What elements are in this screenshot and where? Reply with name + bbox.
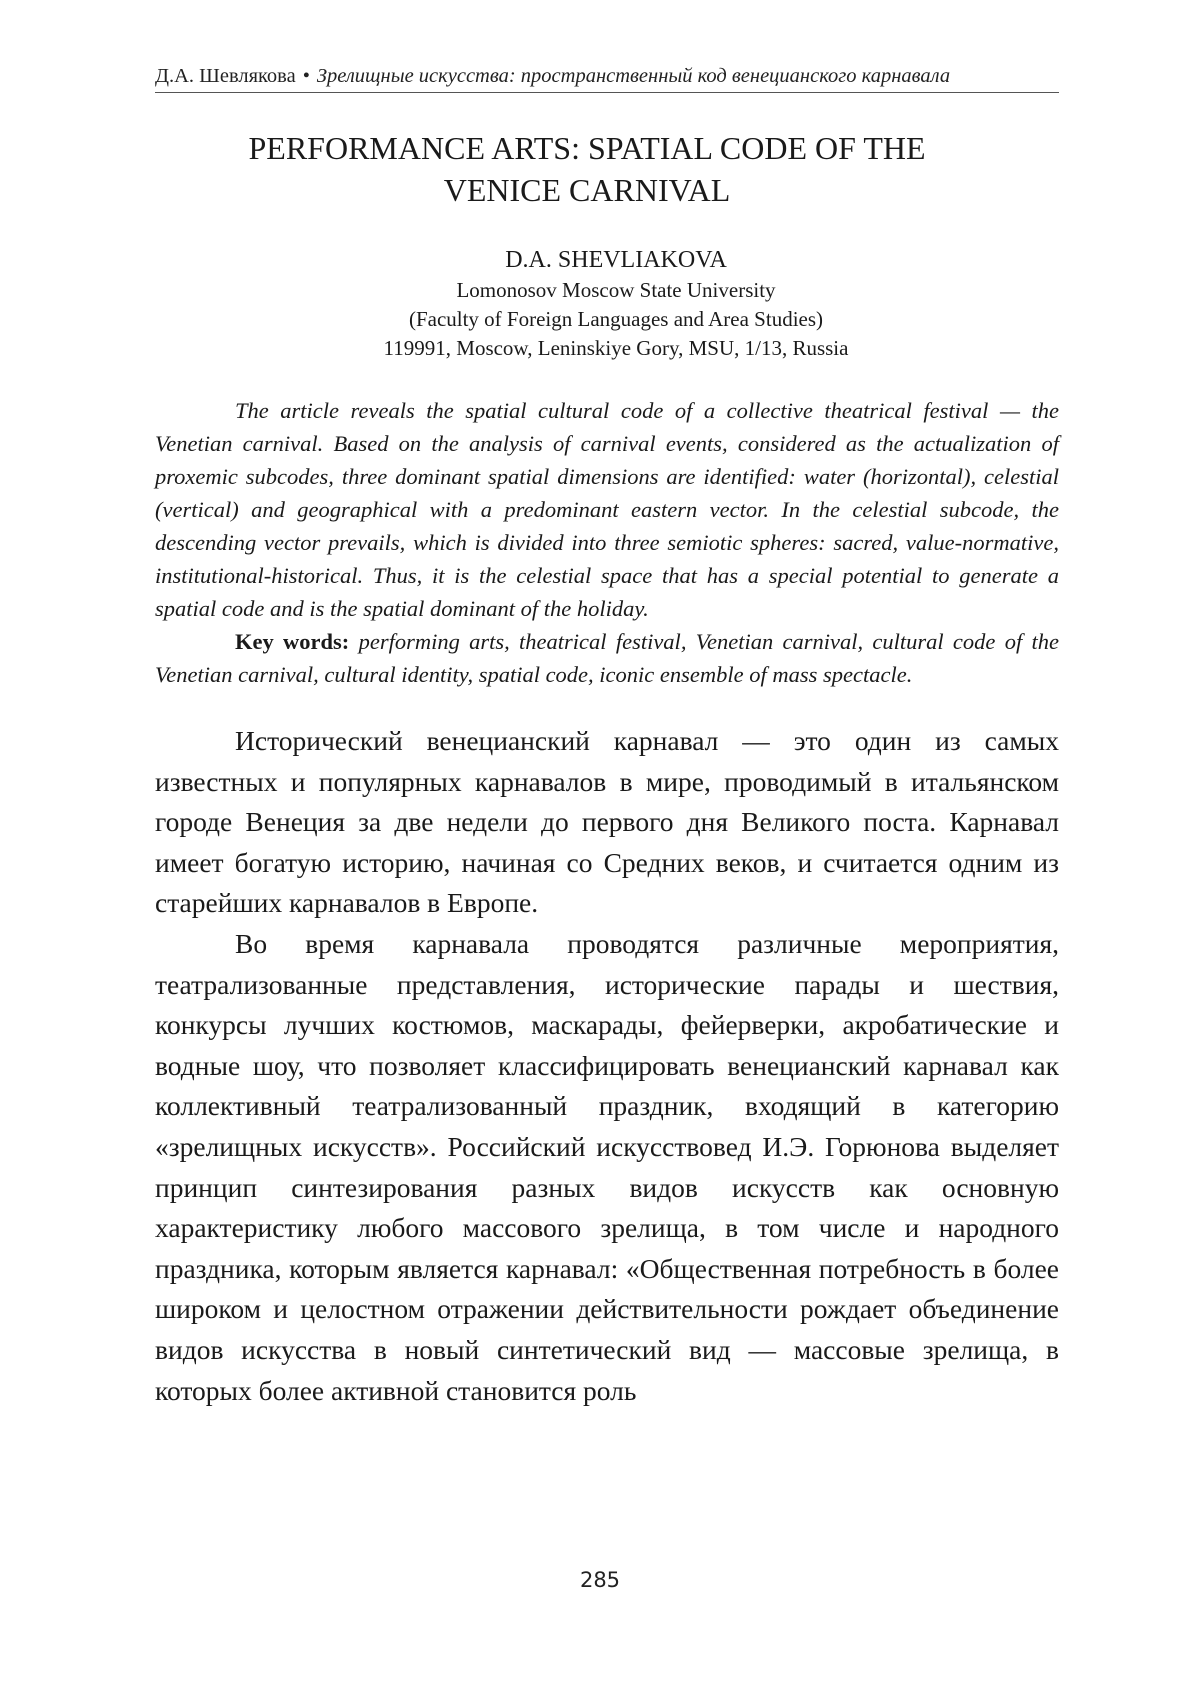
affiliation-faculty: (Faculty of Foreign Languages and Area Studies)	[408, 307, 824, 331]
header-title: Зрелищные искусства: пространственный код венецианского карнавала	[316, 65, 951, 87]
author-name: D.A. SHEVLIAKOVA	[505, 247, 727, 273]
article-title-line-2: VENICE CARNIVAL	[443, 172, 731, 208]
header-separator: •	[302, 65, 310, 87]
body-text	[155, 721, 1059, 1411]
keywords-label: Key words:	[235, 629, 350, 654]
running-header	[155, 62, 1059, 93]
page	[155, 62, 1059, 1411]
author-block	[155, 245, 1059, 363]
header-author: Д.А. Шевлякова	[155, 65, 296, 87]
page-number: 285	[579, 1568, 621, 1592]
abstract-text: The article reveals the spatial cultural code of a collective theatrical festival — the Venetian carnival. Based on the analysis of carnival events, considered as the actualization of proxemic subcodes, three dominant spatial dimensions are identified: water (horizontal), celestial (vertical) and geographical with a predominant eastern vector. In the celestial subcode, the descending vector prevails, which is divided into three semiotic spheres: sacred, value-normative, institutional-historical. Thus, it is the celestial space that has a special potential to generate a spatial code and is the spatial dominant of the holiday.	[155, 398, 1059, 621]
keywords-list: performing arts, theatrical festival, Venetian carnival, cultural code of the Venetian carnival, cultural identity, spatial code, iconic ensemble of mass spectacle.	[155, 629, 1059, 687]
affiliation-university: Lomonosov Moscow State University	[456, 278, 776, 302]
article-title-line-1: PERFORMANCE ARTS: SPATIAL CODE OF THE	[248, 130, 926, 166]
keywords	[155, 625, 1059, 691]
affiliation-address: 119991, Moscow, Leninskiye Gory, MSU, 1/13, Russia	[383, 336, 849, 360]
abstract	[155, 394, 1059, 691]
article-title	[155, 127, 1059, 211]
body-paragraph-2: Во время карнавала проводятся различные мероприятия, театрализованные представления, исторические парады и шествия, конкурсы лучших костюмов, маскарады, фейерверки, акробатические и водные шоу, что позволяет классифицировать венецианский карнавал как коллективный театрализованный праздник, входящий в категорию «зрелищных искусств». Российский искусствовед И.Э. Горюнова выделяет принцип синтезирования разных видов искусств как основную характеристику любого массового зрелища, в том числе и народного праздника, которым является карнавал: «Общественная потребность в более широком и целостном отражении действительности рождает объединение видов искусства в новый синтетический вид — массовые зрелища, в которых более активной становится роль	[155, 927, 1059, 1406]
body-paragraph-1: Исторический венецианский карнавал — это один из самых известных и популярных карнавалов в мире, проводимый в итальянском городе Венеция за две недели до первого дня Великого поста. Карнавал имеет богатую историю, начиная со Средних веков, и считается одним из старейших карнавалов в Европе.	[155, 725, 1059, 919]
